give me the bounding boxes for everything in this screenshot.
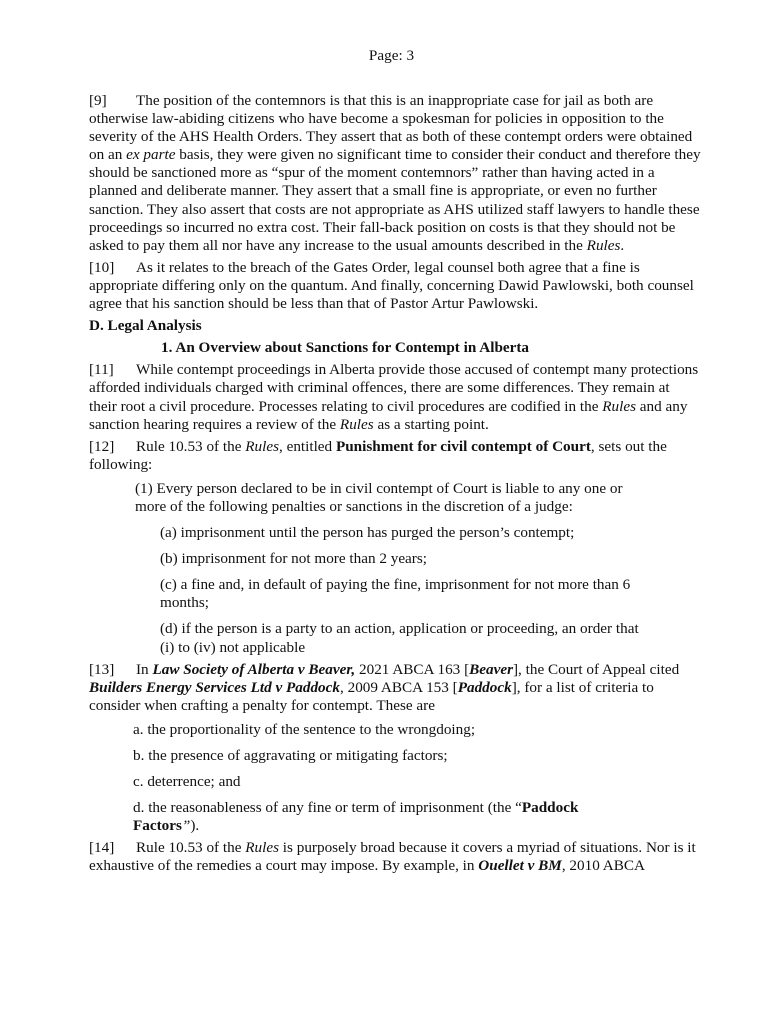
criteria-item: d. the reasonableness of any fine or term of imprisonment (the “Paddock Factors”).	[133, 799, 579, 835]
criteria-item: a. the proportionality of the sentence to the wrongdoing;	[133, 720, 476, 738]
paragraph-10: [10] As it relates to the breach of the Gates Order, legal counsel both agree that a fine is appropriate differing only on the quantum. And finally, concerning Dawid Pawlowski, both counsel agree that his sanction should be less than that of Pastor Artur Pawlowski.	[89, 258, 694, 313]
criteria-item: c. deterrence; and	[133, 773, 241, 791]
subsection-heading-overview: 1. An Overview about Sanctions for Contempt in Alberta	[161, 339, 530, 357]
criteria-item: b. the presence of aggravating or mitigating factors;	[133, 747, 448, 764]
paragraph-12: [12] Rule 10.53 of the Rules, entitled Punishment for civil contempt of Court, sets out the following:	[89, 437, 667, 473]
paragraph-14: [14] Rule 10.53 of the Rules is purposely broad because it covers a myriad of situations. Nor is it exhaustive of the remedies a court may impose. By example, in Ouellet v BM, 2010 ABCA	[89, 839, 696, 875]
paragraph-number: [9]	[89, 92, 107, 109]
paragraph-number: [10]	[89, 258, 115, 276]
page-number: Page: 3	[368, 47, 415, 64]
section-heading-legal-analysis: D. Legal Analysis	[89, 317, 202, 335]
paragraph-9: [9] The position of the contemnors is that this is an inappropriate case for jail as both are otherwise law-abiding citizens who have become a spokesman for policies in opposition to the severity of the AHS Health Orders. They assert that as both of these contempt orders were obtained on an ex parte basis, they were given no significant time to consider their conduct and therefore they should be sanctioned more as “spur of the moment contemnors” rather than having acted in a planned and deliberate manner. They assert that a small fine is appropriate, or even no further sanction. They also assert that costs are not appropriate as AHS utilized staff lawyers to handle these proceedings so incurred no extra cost. Their fall-back position on costs is that they should not be asked to pay them all nor have any increase to the usual amounts described in the Rules.	[89, 92, 701, 254]
rule-quote-item: (c) a fine and, in default of paying the fine, imprisonment for not more than 6 months;	[160, 576, 631, 612]
rule-quote-item: (b) imprisonment for not more than 2 years;	[160, 550, 427, 568]
paragraph-number: [11]	[89, 361, 114, 379]
paragraph-number: [12]	[89, 437, 115, 455]
paragraph-number: [13]	[89, 660, 115, 678]
paragraph-13: [13] In Law Society of Alberta v Beaver, 2021 ABCA 163 [Beaver], the Court of Appeal cited Builders Energy Services Ltd v Paddock, 2009 ABCA 153 [Paddock], for a list of criteria to consider when crafting a penalty for contempt. These are	[89, 660, 680, 714]
paragraph-11: [11] While contempt proceedings in Alberta provide those accused of contempt many protections afforded individuals charged with criminal offences, there are some differences. They remain at their root a civil procedure. Processes relating to civil procedures are codified in the Rules and any sanction hearing requires a review of the Rules as a starting point.	[89, 361, 699, 433]
rule-quote-item: (d) if the person is a party to an action, application or proceeding, an order that (i) to (iv) not applicable	[160, 620, 639, 656]
paragraph-number: [14]	[89, 839, 115, 857]
rule-quote-item: (a) imprisonment until the person has purged the person’s contempt;	[160, 524, 575, 542]
judgment-body	[89, 92, 701, 880]
rule-quote-intro: (1) Every person declared to be in civil contempt of Court is liable to any one or more of the following penalties or sanctions in the discretion of a judge:	[135, 479, 623, 515]
